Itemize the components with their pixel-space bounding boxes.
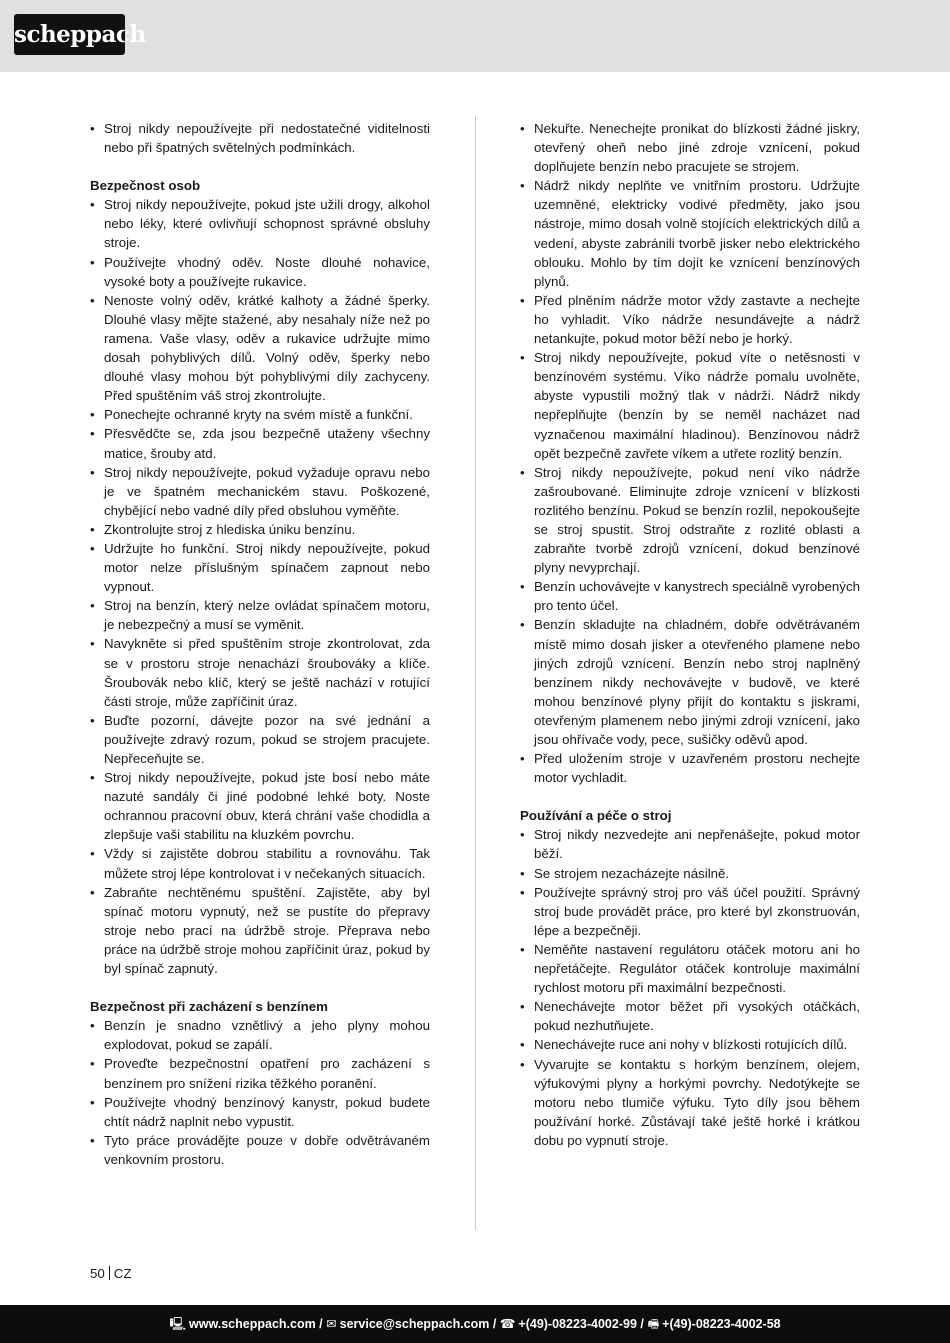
list-item: • Nekuřte. Nenechejte pronikat do blízkosti žádné jiskry, otevřený oheň nebo jiné zdroje vznícení, pokud doplňujete benzín nebo pracujete se strojem.: [520, 119, 860, 176]
list-item: • Buďte pozorní, dávejte pozor na své jednání a používejte zdravý rozum, pokud se strojem pracujete. Nepřeceňujte se.: [90, 711, 430, 768]
list-item: • Navykněte si před spuštěním stroje zkontrolovat, zda se v prostoru stroje nenachází šroubováky a klíče. Šroubovák nebo klíč, který se ještě nachází v rotující části stroje, může zapříčinit úraz.: [90, 634, 430, 710]
page-number-value: 50: [90, 1266, 105, 1281]
column-divider: [475, 116, 476, 1230]
left-column: [90, 119, 430, 1169]
list-item: • Udržujte ho funkční. Stroj nikdy nepoužívejte, pokud motor nelze příslušným spínačem zapnout nebo vypnout.: [90, 539, 430, 596]
list-item: • Neměňte nastavení regulátoru otáček motoru ani ho nepřetáčejte. Regulátor otáček kontroluje maximální rychlost motoru při maximální bezpečnosti.: [520, 940, 860, 997]
envelope-icon: ✉: [326, 1317, 337, 1331]
list-item: • Zabraňte nechtěnému spuštění. Zajistěte, aby byl spínač motoru vypnutý, než se pustíte do přepravy stroje nebo prací na údržbě stroje. Přeprava nebo práce na údržbě stroje mohou zapříčinit úraz, pokud by byl spínač zapnutý.: [90, 883, 430, 978]
list-item: • Stroj nikdy nepoužívejte, pokud jste užili drogy, alkohol nebo léky, které ovlivňují schopnost správné obsluhy stroje.: [90, 195, 430, 252]
list-item: • Před plněním nádrže motor vždy zastavte a nechejte ho vyhladit. Víko nádrže nesundávejte a nádrž netankujte, pokud motor běží nebo je horký.: [520, 291, 860, 348]
page-language: CZ: [113, 1266, 132, 1281]
list-item: • Nádrž nikdy neplňte ve vnitřním prostoru. Udržujte uzemněné, elektricky vodivé předměty, jako jsou nástroje, mimo dosah volně stojících elektrických dílů a vedení, abyste zabránili tvorbě jisker nebo elektrického oblouku. Mohlo by tím dojít ke vznícení benzínových plynů.: [520, 176, 860, 291]
list-item: • Stroj nikdy nepoužívejte, pokud víte o netěsnosti v benzínovém systému. Víko nádrže pomalu uvolněte, abyste vypustili možný tlak v nádrži. Nádrž nikdy nepřeplňujte (benzín by se neměl nacházet nad vyznačenou maximální hladinou). Benzínovou nádrž opět bezpečně zavřete víkem a utřete rozlitý benzín.: [520, 348, 860, 463]
list-item: • Stroj na benzín, který nelze ovládat spínačem motoru, je nebezpečný a musí se vyměnit.: [90, 596, 430, 634]
list-item: • Stroj nikdy nezvedejte ani nepřenášejte, pokud motor běží.: [520, 825, 860, 863]
page-number-separator: [109, 1266, 110, 1280]
list-item: • Používejte vhodný benzínový kanystr, pokud budete chtít nádrž naplnit nebo vypustit.: [90, 1093, 430, 1131]
footer-email[interactable]: service@scheppach.com /: [339, 1317, 497, 1331]
personal-safety-list: [90, 195, 430, 978]
footer-phone: +(49)-08223-4002-99 /: [518, 1317, 644, 1331]
list-item: • Stroj nikdy nepoužívejte při nedostatečné viditelnosti nebo při špatných světelných podmínkách.: [90, 119, 430, 157]
list-item: • Stroj nikdy nepoužívejte, pokud není víko nádrže zašroubované. Eliminujte zdroje vznícení v blízkosti rozlitého benzínu. Pokud se benzín rozlil, nepokoušejte se stroj spustit. Stroj odstraňte z rozlité oblasti a zabraňte tvorbě zdrojů vznícení, dokud benzínové plyny nevyprchají.: [520, 463, 860, 578]
page-number: [90, 1265, 132, 1283]
list-item: • Proveďte bezpečnostní opatření pro zacházení s benzínem pro snížení rizika těžkého poranění.: [90, 1054, 430, 1092]
list-item: • Se strojem nezacházejte násilně.: [520, 864, 860, 883]
list-item: • Nenoste volný oděv, krátké kalhoty a žádné šperky. Dlouhé vlasy mějte stažené, aby nesahaly níže než po ramena. Vaše vlasy, oděv a rukavice udržujte mimo dosah pohyblivých dílů. Volný oděv, šperky nebo dlouhé vlasy mohou být pohyblivými díly zachyceny. Před spuštěním váš stroj zkontrolujte.: [90, 291, 430, 406]
list-item: • Benzín je snadno vznětlivý a jeho plyny mohou explodovat, pokud se zapálí.: [90, 1016, 430, 1054]
list-item: • Stroj nikdy nepoužívejte, pokud jste bosí nebo máte nazuté sandály či jiné podobné lehké boty. Noste ochrannou pracovní obuv, která chrání vaše chodidla a zlepšuje vaši stabilitu na kluzkém povrchu.: [90, 768, 430, 844]
list-item: • Tyto práce provádějte pouze v dobře odvětrávaném venkovním prostoru.: [90, 1131, 430, 1169]
use-and-care-list: [520, 825, 860, 1150]
list-item: • Před uložením stroje v uzavřeném prostoru nechejte motor vychladit.: [520, 749, 860, 787]
footer-web[interactable]: www.scheppach.com /: [189, 1317, 323, 1331]
section-heading-personal-safety: Bezpečnost osob: [90, 178, 201, 194]
list-item: • Benzín skladujte na chladném, dobře odvětrávaném místě mimo dosah jisker a otevřeného plamene nebo jiných zdrojů vznícení. Benzín nebo stroj naplněný benzínem nikdy nechovávejte v budově, ve které mohou benzínové plyny přijít do kontaktu s jiskrami, otevřeným plamenem nebo jinými zdroji vznícení, jako jsou ohřívače vody, pece, sušičky oděvů apod.: [520, 615, 860, 749]
list-item: • Používejte správný stroj pro váš účel použití. Správný stroj bude provádět práce, pro které byl zkonstruován, lépe a bezpečněji.: [520, 883, 860, 940]
footer-bar: [0, 1305, 950, 1343]
section-heading-petrol-safety: Bezpečnost při zacházení s benzínem: [90, 999, 328, 1015]
list-item: • Používejte vhodný oděv. Noste dlouhé nohavice, vysoké boty a používejte rukavice.: [90, 253, 430, 291]
computer-icon: 🖳: [169, 1317, 187, 1331]
list-item: • Nenechávejte motor běžet při vysokých otáčkách, pokud nezhutňujete.: [520, 997, 860, 1035]
list-item: • Přesvědčte se, zda jsou bezpečně utaženy všechny matice, šrouby atd.: [90, 424, 430, 462]
list-item: • Ponechejte ochranné kryty na svém místě a funkční.: [90, 405, 430, 424]
footer-fax: +(49)-08223-4002-58: [662, 1317, 781, 1331]
scheppach-logo: scheppach: [14, 14, 125, 55]
list-item: • Zkontrolujte stroj z hlediska úniku benzínu.: [90, 520, 430, 539]
list-item: • Vyvarujte se kontaktu s horkým benzínem, olejem, výfukovými plyny a horkými povrchy. Nedotýkejte se motoru nebo tlumiče výfuku. Tyto díly jsou během používání horké. Zůstávají také ještě horké i krátkou dobu po vypnutí stroje.: [520, 1055, 860, 1150]
intro-list-left: [90, 119, 430, 157]
list-item: • Benzín uchovávejte v kanystrech speciálně vyrobených pro tento účel.: [520, 577, 860, 615]
right-column: [520, 119, 860, 1150]
header-bar: [0, 0, 950, 72]
fax-icon: 🖷: [647, 1317, 660, 1331]
list-item: • Nenechávejte ruce ani nohy v blízkosti rotujících dílů.: [520, 1035, 860, 1054]
petrol-safety-list: [90, 1016, 430, 1169]
list-item: • Stroj nikdy nepoužívejte, pokud vyžaduje opravu nebo je ve špatném mechanickém stavu. Poškozené, chybějící nebo vadné díly před obsluhou vyměňte.: [90, 463, 430, 520]
section-heading-use-and-care: Používání a péče o stroj: [520, 808, 672, 824]
list-item: • Vždy si zajistěte dobrou stabilitu a rovnováhu. Tak můžete stroj lépe kontrolovat i v nečekaných situacích.: [90, 844, 430, 882]
phone-icon: ☎: [499, 1317, 516, 1331]
petrol-safety-list-continued: [520, 119, 860, 787]
